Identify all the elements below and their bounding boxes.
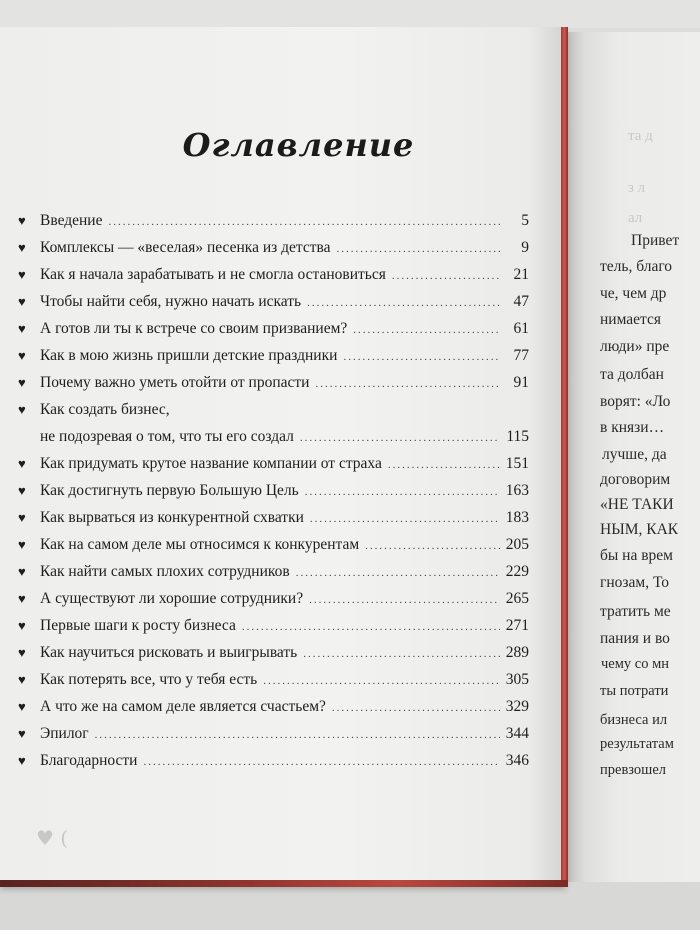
toc-entry-label: Как найти самых плохих сотрудников [40,563,290,580]
toc-entry-label: Как я начала зарабатывать и не смогла остановиться [40,266,386,283]
heart-icon: ♥ [18,456,26,471]
show-through-text: ал [628,210,643,226]
toc-entry-label: Как научиться рисковать и выигрывать [40,644,298,661]
toc-entry-page: 289 [505,644,529,661]
toc-entry [18,563,529,585]
toc-entry-page: 151 [505,455,529,472]
dot-leader [332,702,500,714]
right-page-line: гнозам, То [600,574,670,591]
dot-leader [307,297,501,309]
right-page-line: бы на врем [600,547,673,564]
toc-entry-page: 21 [513,266,529,283]
show-through-text: та д [628,128,653,144]
toc-entry-label: Как вырваться из конкурентной схватки [40,509,304,526]
toc-entry-label: А что же на самом деле является счастьем? [40,698,326,715]
right-page-line: че, чем др [600,285,667,302]
heart-icon: ♥ [18,645,26,660]
toc-entry-label: Как достигнуть первую Большую Цель [40,482,299,499]
toc-entry-label: Как создать бизнес, [40,401,170,418]
toc-entry [18,212,529,234]
dot-leader [309,594,500,606]
dot-leader [108,216,501,228]
heart-icon: ♥ [18,348,26,363]
toc-entry [18,239,529,261]
toc-entry-label: Как в мою жизнь пришли детские праздники [40,347,338,364]
toc-title: Оглавление [182,126,415,164]
right-page-line: «НЕ ТАКИ [600,496,674,513]
toc-entry-label: не подозревая о том, что ты его создал [40,428,294,445]
toc-entry [18,590,529,612]
toc-entry [18,698,529,720]
background-top [0,0,700,28]
page-corner-mark: ♥ ( [36,826,69,850]
toc-entry [18,455,529,477]
right-page-line: ворят: «Ло [600,393,671,410]
dot-leader [365,540,500,552]
toc-entry [18,644,529,666]
heart-icon: ♥ [18,672,26,687]
toc-entry-page: 61 [513,320,529,337]
toc-entry [18,482,529,504]
right-page-line: тель, благо [600,258,673,275]
heart-icon: ♥ [18,510,26,525]
book-bottom-edge [0,880,568,887]
toc-entry-page: 163 [505,482,529,499]
toc-entry [18,374,529,396]
right-page-line: результатам [600,736,674,752]
toc-entry [18,293,529,315]
toc-entry-label: Почему важно уметь отойти от пропасти [40,374,310,391]
toc-entry-page: 9 [521,239,529,256]
toc-entry-label: Чтобы найти себя, нужно начать искать [40,293,302,310]
heart-icon: ♥ [18,321,26,336]
heart-icon: ♥ [18,267,26,282]
dot-leader [337,243,501,255]
heart-icon: ♥ [18,699,26,714]
right-page-line: люди» пре [600,338,670,355]
toc-entry-label: Как придумать крутое название компании от страха [40,455,382,472]
toc-entry-page: 205 [505,536,529,553]
toc-entry-label: Благодарности [40,752,138,769]
heart-icon: ♥ [18,564,26,579]
heart-icon: ♥ [18,753,26,768]
heart-icon: ♥ [18,537,26,552]
right-page-line: бизнеса ил [600,712,668,728]
dot-leader [392,270,501,282]
toc-entry [18,428,529,450]
toc-entry-page: 344 [505,725,529,742]
toc-entry [18,752,529,774]
dot-leader [343,351,501,363]
dot-leader [310,513,500,525]
heart-icon: ♥ [18,294,26,309]
right-page-line: чему со мн [601,656,670,672]
toc-entry-page: 329 [505,698,529,715]
toc-entry-page: 305 [505,671,529,688]
heart-icon: ♥ [18,483,26,498]
toc-entry-page: 346 [505,752,529,769]
heart-icon: ♥ [18,591,26,606]
right-page-line: Привет [631,232,680,249]
heart-icon: ♥ [18,726,26,741]
toc-entry [18,725,529,747]
dot-leader [300,432,500,444]
dot-leader [303,648,499,660]
toc-entry [18,509,529,531]
toc-entry-page: 5 [521,212,529,229]
dot-leader [388,459,500,471]
heart-icon: ♥ [18,375,26,390]
dot-leader [263,675,500,687]
heart-icon: ♥ [18,240,26,255]
toc-entry-label: Как потерять все, что у тебя есть [40,671,258,688]
right-page-line: договорим [600,471,671,488]
dot-leader [242,621,500,633]
toc-entry-page: 91 [513,374,529,391]
toc-entry-label: Как на самом деле мы относимся к конкурентам [40,536,360,553]
show-through-text: з л [628,180,646,196]
toc-entry-label: Первые шаги к росту бизнеса [40,617,236,634]
right-page-line: тратить ме [600,603,671,620]
dot-leader [353,324,501,336]
toc-entry-label: А существуют ли хорошие сотрудники? [40,590,304,607]
toc-entry-page: 229 [505,563,529,580]
heart-icon: ♥ [18,618,26,633]
toc-entry-page: 77 [513,347,529,364]
right-page-line: та долбан [600,366,664,383]
right-page-line: в князи… [600,419,665,436]
right-page-line: ты потрати [600,683,669,699]
right-page-line: пания и во [600,630,670,647]
right-page-line: нимается [600,311,662,328]
dot-leader [315,378,501,390]
heart-icon: ♥ [18,402,26,417]
right-page-line: превзошел [600,762,667,778]
toc-entry [18,347,529,369]
toc-entry [18,671,529,693]
toc-entry-label: Эпилог [40,725,89,742]
toc-entry [18,536,529,558]
dot-leader [95,729,500,741]
toc-entry [18,320,529,342]
toc-entry [18,266,529,288]
dot-leader [143,756,499,768]
toc-entry-page: 265 [505,590,529,607]
toc-entry-page: 271 [505,617,529,634]
toc-entry-page: 183 [505,509,529,526]
heart-icon: ♥ [18,213,26,228]
toc-entry-label: А готов ли ты к встрече со своим призванием? [40,320,348,337]
toc-entry-label: Введение [40,212,103,229]
right-page-line: НЫМ, КАК [600,521,679,538]
toc-entry-page: 115 [506,428,529,445]
toc-entry-label: Комплексы — «веселая» песенка из детства [40,239,331,256]
toc-entry [18,401,529,423]
toc-entry-page: 47 [513,293,529,310]
toc-entry [18,617,529,639]
dot-leader [305,486,500,498]
right-page-line: лучше, да [602,446,667,463]
dot-leader [296,567,500,579]
